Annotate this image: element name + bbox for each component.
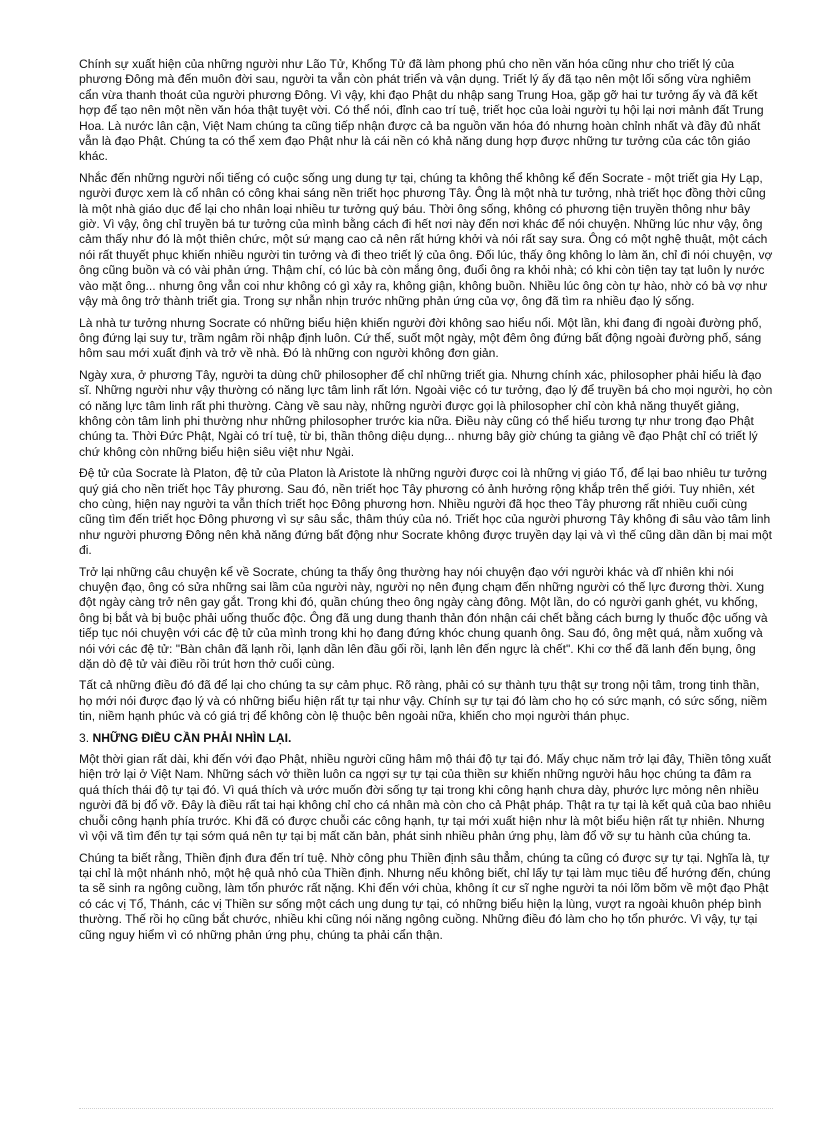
section-heading: [79, 731, 773, 746]
footer-divider: [79, 1108, 773, 1109]
document-body: [79, 57, 773, 949]
paragraph-2: Nhắc đến những người nổi tiếng có cuộc sống ung dung tự tại, chúng ta không thể không kể đến Socrate - một triết gia Hy Lạp, người được xem là cổ nhân có công khai sáng nền triết học phương Tây. Ông là một nhà tư tưởng, nhà triết học đồng thời cũng là một nhà giáo dục để lại cho nhân loại nhiều tư tưởng quý báu. Thời ông sống, không có phương tiện truyền thông như bây giờ. Vì vậy, ông chỉ truyền bá tư tưởng của mình bằng cách đi hết nơi này đến nơi khác để nói chuyện. Những lúc như vậy, ông cảm thấy như đó là một thiên chức, một sứ mạng cao cả nên rất hứng khởi và nói rất say sưa. Ông có một nghệ thuật, một cách nói rất thuyết phục khiến nhiều người tin tưởng và đi theo triết lý của ông. Đối lúc, thấy ông không lo làm ăn, chỉ đi nói chuyện, vợ ông cũng buồn và có vài phản ứng. Thậm chí, có lúc bà còn mắng ông, đuổi ông ra khỏi nhà; có khi còn tiện tay tạt luôn ly nước vào mặt ông... nhưng ông vẫn coi như không có gì xảy ra, không giận, không buồn. Nhiều lúc ông còn tự hào, nhờ có bà vợ như vậy mà ông trở thành triết gia. Trong sự nhẫn nhịn trước những phản ứng của vợ, ông đã tìm ra nhiều đạo lý sống.: [79, 170, 773, 309]
paragraph-7: Tất cả những điều đó đã để lại cho chúng ta sự cảm phục. Rõ ràng, phải có sự thành tựu thật sự trong nội tâm, trong tinh thần, họ mới nói được đạo lý và có những biểu hiện rất tự tại như vậy. Chính sự tự tại đó làm cho họ có sức mạnh, có sức sống, niềm tin, niềm hạnh phúc và có giá trị để không còn lệ thuộc bên ngoài nữa, khiến cho mọi người thán phục.: [79, 678, 768, 724]
section-title: NHỮNG ĐIỀU CẦN PHẢI NHÌN LẠI.: [92, 730, 292, 745]
paragraph-5: Đệ tử của Socrate là Platon, đệ tử của Platon là Aristote là những người được coi là những vị giáo Tổ, để lại bao nhiêu tư tưởng quý giá cho nền triết học Tây phương. Sau đó, nền triết học Tây phương có ảnh hưởng rộng khắp trên thế giới. Tuy nhiên, xét cho cùng, hiện nay người ta vẫn thích triết học Đông phương hơn. Nhiều người đã học theo Tây phương rất nhiều cuối cùng cũng tìm đến triết học Đông phương vì sự sâu sắc, thâm thúy của nó. Triết học của người phương Tây không đi sâu vào tâm linh như người phương Đông nên khả năng đứng bất động như Socrate không được truyền dạy lại và vì thế cũng dần dần bị mai một đi.: [79, 466, 772, 558]
paragraph-4: Ngày xưa, ở phương Tây, người ta dùng chữ philosopher để chỉ những triết gia. Nhưng chính xác, philosopher phải hiểu là đạo sĩ. Những người như vậy thường có năng lực tâm linh rất lớn. Ngoài việc có tư tưởng, đạo lý để truyền bá cho mọi người, họ còn có năng lực tâm linh rất phi thường. Càng về sau này, những người được gọi là philosopher chỉ còn khả năng thuyết giảng, không còn tâm linh phi thường như những philosopher trước kia nữa. Điều này cũng có thể hiểu tương tự như trong đạo Phật chúng ta. Thời Đức Phật, Ngài có trí tuệ, từ bi, thần thông diệu dụng... nhưng bây giờ chúng ta giảng về đạo Phật chỉ có triết lý chứ không còn những biểu hiện siêu việt như Ngài.: [79, 367, 773, 459]
section-number: 3.: [79, 730, 90, 745]
paragraph-6: Trở lại những câu chuyện kể về Socrate, chúng ta thấy ông thường hay nói chuyện đạo với người khác và dĩ nhiên khi nói chuyện đạo, ông có sửa những sai lầm của người này, người nọ nên đụng chạm đến những người có thế lực đương thời. Xung đột ngày càng trở nên gay gắt. Trong khi đó, quần chúng theo ông ngày càng đông. Một lần, do có người ganh ghét, vu khống, ông bị bắt và bị buộc phải uống thuốc độc. Ông đã ung dung thanh thản đón nhận cái chết bằng cách bưng ly thuốc độc uống và tiếp tục nói chuyện với các đệ tử của mình trong khi họ đang đứng khóc chung quanh ông. Sau đó, ông mệt quá, nằm xuống và nói với các đệ tử: "Bàn chân đã lạnh rồi, lạnh dần lên đầu gối rồi, lạnh lên đến ngực là chết". Khi cơ thể đã lanh đến bụng, ông dặn dò đệ tử vài điều rồi trút hơn thở cuối cùng.: [79, 564, 768, 672]
paragraph-3: Là nhà tư tưởng nhưng Socrate có những biểu hiện khiến người đời không sao hiểu nổi. Một lần, khi đang đi ngoài đường phố, ông đứng lại suy tư, trầm ngâm rồi nhập định luôn. Cứ thế, suốt một ngày, một đêm ông đứng bất động ngoài đường phố, sáng hôm sau mới xuất định và trở về nhà. Đó là những con người không đơn giản.: [79, 315, 762, 361]
paragraph-9: Chúng ta biết rằng, Thiền định đưa đến trí tuệ. Nhờ công phu Thiền định sâu thẳm, chúng ta cũng có được sự tự tại. Nghĩa là, tự tại chỉ là một nhánh nhỏ, một hệ quả nhỏ của Thiền định. Nhưng nếu không biết, chỉ lấy tự tại làm mục tiêu để hướng đến, chúng ta sẽ sinh ra ngông cuồng, làm tổn phước rất nặng. Khi đến với chùa, không ít cư sĩ nghe người ta nói lõm bõm về một đạo Phật có các vị Tổ, Thánh, các vị Thiền sư sống một cách ung dung tự tại, có những biểu hiện lạ lùng, vượt ra ngoài khuôn phép bình thường. Thế rồi họ cũng bắt chước, nhiều khi cũng nói năng ngông cuồng. Những điều đó làm cho họ tổn phước. Vì vậy, tự tại cũng nguy hiểm vì có những phản ứng phụ, chúng ta phải cẩn thận.: [79, 850, 771, 942]
paragraph-1: Chính sự xuất hiện của những người như Lão Tử, Khổng Tử đã làm phong phú cho nền văn hóa cũng như cho triết lý của phương Đông mà đến muôn đời sau, người ta vẫn còn phát triển và vận dụng. Triết lý ấy đã tạo nên một lối sống vừa nghiêm cẩn vừa thanh thoát của người phương Đông. Vì vậy, khi đạo Phật du nhập sang Trung Hoa, gặp gỡ hai tư tưởng ấy và đã kết hợp để tạo nên một nền văn hóa thật tuyệt vời. Có thể nói, đỉnh cao trí tuệ, triết học của loài người tụ hội lại nơi mảnh đất Trung Hoa. Là nước lân cận, Việt Nam chúng ta cũng tiếp nhận được cả ba nguồn văn hóa đó nhưng hoàn chỉnh nhất và đầy đủ nhất vẫn là đạo Phật. Chúng ta có thể xem đạo Phật như là cái nền có khả năng dung hợp được những tư tưởng của các tôn giáo khác.: [79, 57, 764, 164]
paragraph-8: Một thời gian rất dài, khi đến với đạo Phật, nhiều người cũng hâm mộ thái độ tự tại đó. Mấy chục năm trở lại đây, Thiền tông xuất hiện trở lại ở Việt Nam. Những sách vở thiền luôn ca ngợi sự tự tại của thiền sư khiến những người hâu học chúng ta đâm ra quá thích thái độ tự tại đó. Vì quá thích và ước muốn đời sống tự tại trong khi công hạnh chưa dày, phước lực mỏng nên nhiều người đã bị đổ vỡ. Đây là điều rất tai hại không chỉ cho cá nhân mà còn cho cả Phật pháp. Thật ra tự tại là kết quả của bao nhiêu chuỗi công hạnh phía trước. Khi đã có được chuỗi các công hạnh, tự tại mới xuất hiện như là một biểu hiện rất tự nhiên. Nhưng vì vội vã tìm đến tự tại sớm quá nên tự tại bị mất căn bản, phát sinh nhiều phản ứng phụ, làm đổ vỡ sự tu hành của chúng ta.: [79, 752, 772, 844]
